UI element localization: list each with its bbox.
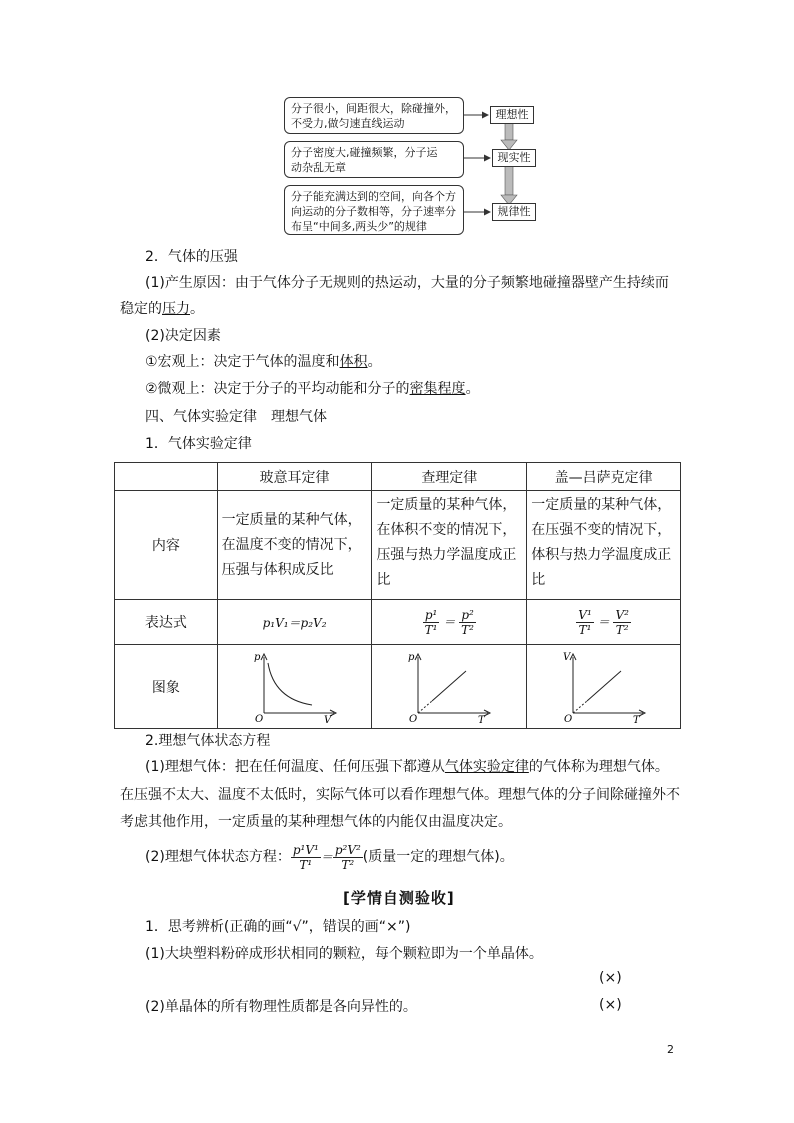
quiz-question-1: 1．思考辨析(正确的画“√”，错误的画“×”) [145,919,411,935]
row-label-graph: 图象 [115,645,218,729]
diagram-box-ideal: 分子很小，间距很大，除碰撞外， 不受力,做匀速直线运动 [284,97,464,134]
isobar-dashed [573,701,587,713]
table-header-row [115,463,681,491]
page-number: 2 [667,1043,674,1056]
graph-charles-pt [404,651,494,723]
svg-text:p: p [253,651,260,663]
self-test-banner: [学情自测验收] [343,889,455,907]
isobar-line [587,671,621,701]
header-gay-lussac: 盖—吕萨克定律 [527,463,681,491]
ideal-gas-line-3: 考虑其他作用，一定质量的某种理想气体的内能仅由温度决定。 [120,814,512,830]
diagram-box-real: 分子密度大,碰撞频繁，分子运 动杂乱无章 [284,141,464,178]
block-arrow-down-2 [501,165,517,205]
quiz-item-1: (1)大块塑料粉碎成形状相同的颗粒，每个颗粒即为一个单晶体。 [145,946,543,962]
factors-heading: (2)决定因素 [145,328,221,344]
section4-heading: 四、气体实验定律 理想气体 [145,409,327,425]
graph-gay-lussac-cell [527,645,681,729]
tag-ideal: 理想性 [490,106,534,124]
graph-gay-lussac-vt [559,651,649,723]
quiz-item-2: (2)单晶体的所有物理性质都是各向异性的。 [145,999,417,1015]
quiz-item-2-mark: (×) [599,997,622,1013]
svg-text:T: T [478,714,485,723]
heading-gas-pressure: 2．气体的压强 [145,249,238,265]
header-boyle: 玻意耳定律 [217,463,372,491]
content-gay-lussac: 一定质量的某种气体， 在压强不变的情况下， 体积与热力学温度成正 比 [527,491,681,600]
block-arrow-down-1 [501,122,517,150]
ideal-gas-heading: 2.理想气体状态方程 [145,733,271,749]
term-gas-laws: 气体实验定律 [444,759,529,775]
graph-charles-cell [372,645,527,729]
term-pressure: 压力 [162,301,190,317]
gas-law-table [114,462,681,729]
header-empty [115,463,218,491]
svg-text:V: V [562,651,570,663]
ideal-gas-line-2: 在压强不太大、温度不太低时，实际气体可以看作理想气体。理想气体的分子间除碰撞外不 [120,787,680,803]
formula-gay-lussac-cell: $\frac{\text{V¹}}{\text{T¹}}$ ＝ $\frac{\text{V²}}{\text{T²}}$ [527,600,681,645]
table-row-formula [115,600,681,645]
graph-boyle-cell [217,645,372,729]
isochore-dashed [418,701,432,713]
gas-laws-heading: 1．气体实验定律 [145,436,252,452]
header-charles: 查理定律 [372,463,527,491]
content-charles: 一定质量的某种气体， 在体积不变的情况下， 压强与热力学温度成正 比 [372,491,527,600]
diagram-box-law: 分子能充满达到的空间，向各个方 向运动的分子数相等，分子速率分 布呈“中间多,两头少”的规律 [284,185,464,235]
isotherm-curve [268,663,312,705]
term-density: 密集程度 [409,381,466,397]
formula-boyle: p₁V₁＝p₂V₂ [262,615,327,630]
macro-line: ①宏观上：决定于气体的温度和体积。 [145,354,382,370]
svg-text:O: O [409,713,418,723]
quiz-item-1-mark: (×) [599,970,622,986]
ideal-gas-equation: (2)理想气体状态方程： $\frac{\text{p¹V¹}}{\text{T¹}}$ ＝ $\frac{\text{p²V²}}{\text{T²}}$ (质量一定的理想气体)。 [145,843,514,872]
cause-line-2: 稳定的压力。 [120,301,204,317]
svg-text:p: p [408,651,415,663]
graph-boyle-pv [250,651,340,723]
row-label-content: 内容 [115,491,218,600]
formula-charles-cell: $\frac{\text{p¹}}{\text{T¹}}$ ＝ $\frac{\text{p²}}{\text{T²}}$ [372,600,527,645]
tag-real: 现实性 [492,149,536,167]
svg-text:T: T [632,714,640,723]
tag-law: 规律性 [492,203,536,221]
state-equation: $\frac{\text{p¹V¹}}{\text{T¹}}$ ＝ $\frac{\text{p²V²}}{\text{T²}}$ [292,843,361,872]
svg-text:V: V [323,714,331,723]
table-row-content [115,491,681,600]
content-boyle: 一定质量的某种气体， 在温度不变的情况下， 压强与体积成反比 [217,491,372,600]
micro-line: ②微观上：决定于分子的平均动能和分子的密集程度。 [145,381,480,397]
term-volume: 体积 [339,354,368,370]
row-label-formula: 表达式 [115,600,218,645]
svg-text:O: O [254,713,263,723]
table-row-graph [115,645,681,729]
isochore-line [432,671,466,701]
formula-boyle-cell [217,600,372,645]
cause-line-1: (1)产生原因：由于气体分子无规则的热运动，大量的分子频繁地碰撞器壁产生持续而 [145,275,669,291]
svg-text:O: O [563,713,572,723]
ideal-gas-line-1: (1)理想气体：把在任何温度、任何压强下都遵从气体实验定律的气体称为理想气体。 [145,759,669,775]
